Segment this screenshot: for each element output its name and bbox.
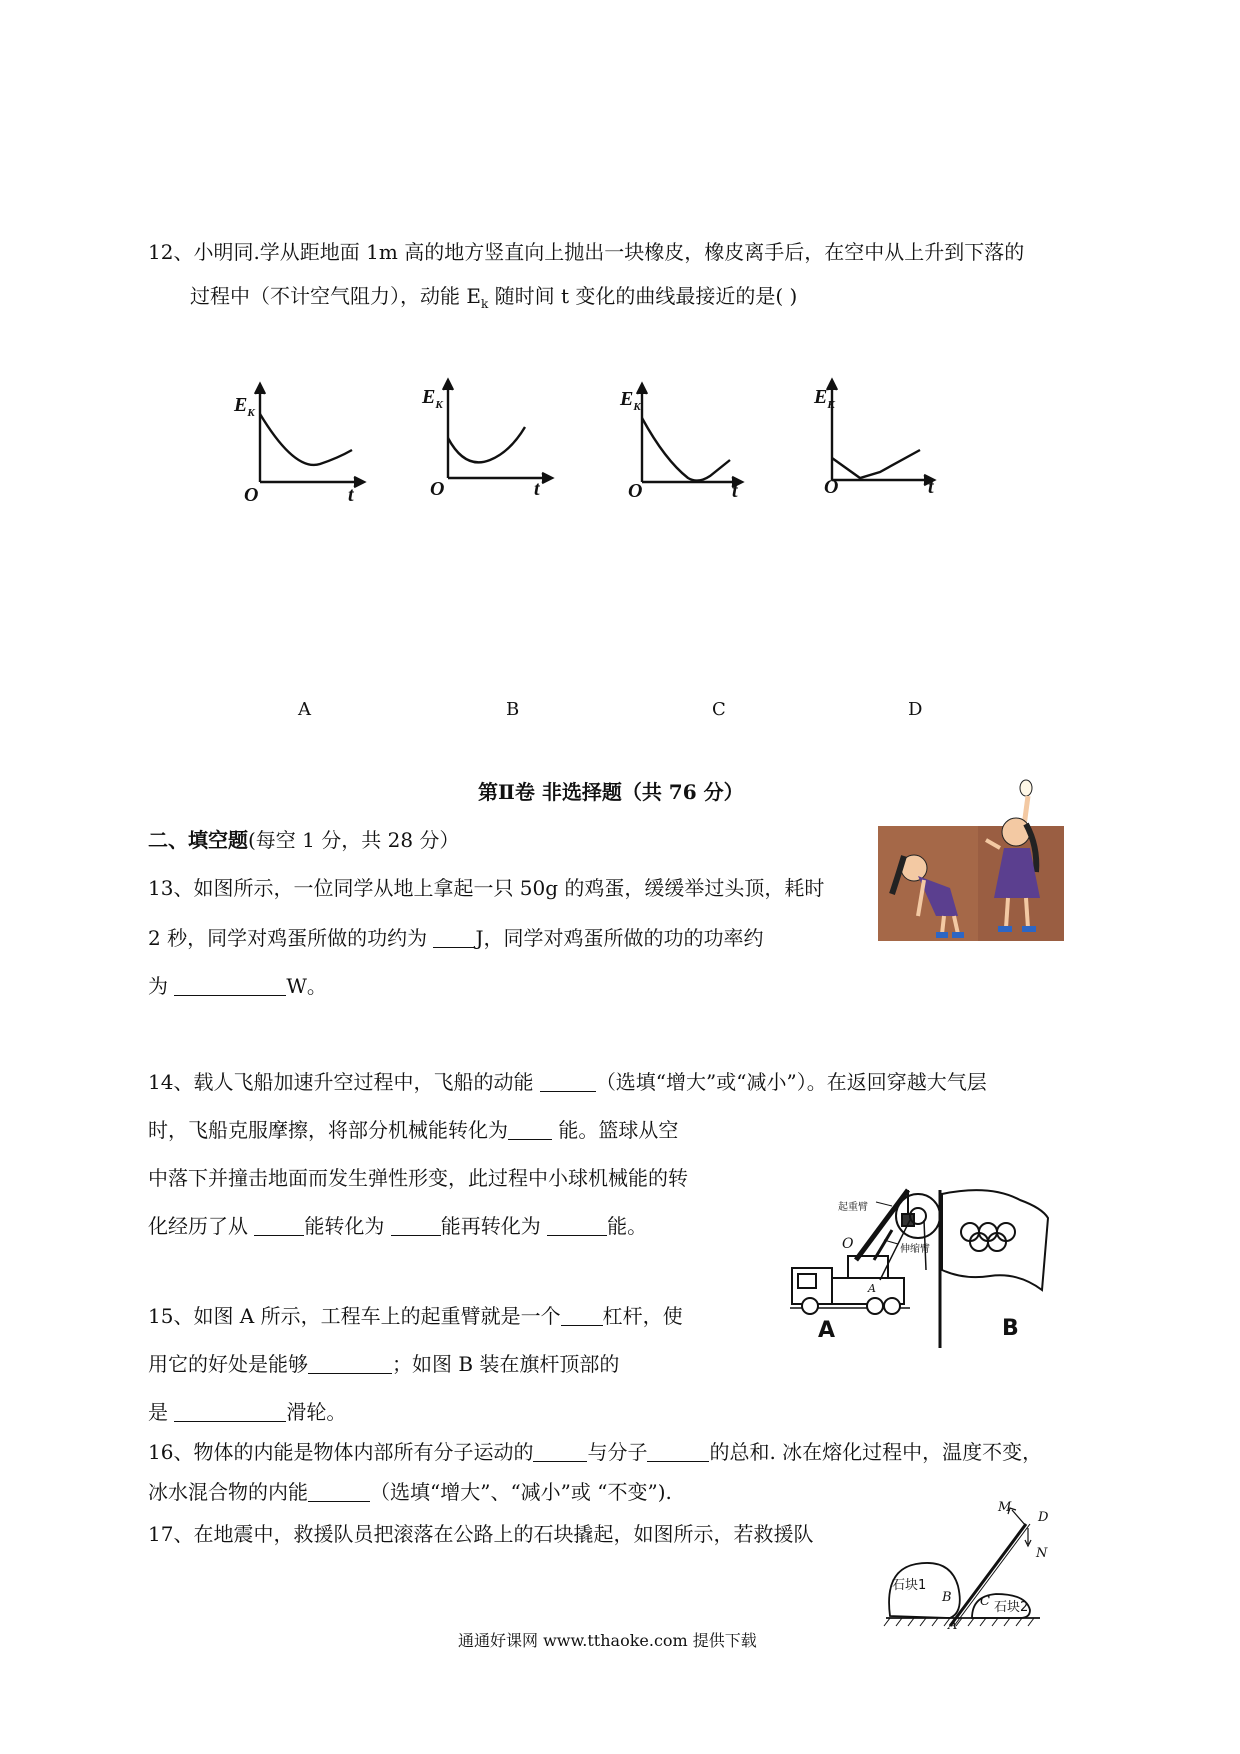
graph-b <box>443 380 552 483</box>
q17-line1: 17、在地震中，救援队员把滚落在公路上的石块撬起，如图所示，若救援队 <box>148 1522 814 1546</box>
graph-d-xlabel: t <box>928 476 934 498</box>
q16-line1: 16、物体的内能是物体内部所有分子运动的 与分子 的总和. 冰在熔化过程中，温度不变， <box>148 1440 1043 1464</box>
q15-blank-benefit[interactable] <box>308 1353 392 1374</box>
q14-line3: 中落下并撞击地面而发生弹性形变，此过程中小球机械能的转 <box>148 1166 688 1190</box>
graph-d-ylabel: $E_K$ <box>814 386 835 411</box>
part-note: (每空 1 分，共 28 分） <box>248 828 460 852</box>
q14-blank-energy[interactable] <box>508 1119 552 1140</box>
crane-boom-label: 起重臂 <box>838 1202 868 1213</box>
q13-line1: 13、如图所示，一位同学从地上拿起一只 50g 的鸡蛋，缓缓举过头顶，耗时 <box>148 876 825 900</box>
graph-c-origin: O <box>628 480 643 502</box>
q15-line1: 15、如图 A 所示，工程车上的起重臂就是一个 杠杆，使 <box>148 1304 683 1328</box>
q12-line2 <box>190 284 797 316</box>
q14-line2: 时，飞船克服摩擦，将部分机械能转化为 能。篮球从空 <box>148 1118 679 1142</box>
q14-line1: 14、载人飞船加速升空过程中，飞船的动能 （选填“增大”或“减小”）。在返回穿越大气层 <box>148 1070 987 1094</box>
option-a[interactable]: A <box>298 699 311 720</box>
part-title-bold: 二、填空题 <box>148 828 248 852</box>
q14-blank-to[interactable] <box>391 1215 441 1236</box>
graph-b-ylabel: $E_K$ <box>422 386 443 411</box>
section2-heading: 第Ⅱ卷 非选择题（共 76 分） <box>478 780 744 804</box>
graph-a-origin: O <box>244 484 259 506</box>
crane-pivot-label: O <box>842 1236 854 1252</box>
flag-hand-label: A <box>868 1282 876 1295</box>
q16-blank-kinetic[interactable] <box>533 1441 587 1462</box>
option-c[interactable]: C <box>712 699 726 720</box>
figure-b-label: B <box>1002 1316 1019 1341</box>
q15-blank-lever[interactable] <box>561 1305 603 1326</box>
q13-blank-power[interactable] <box>174 975 286 996</box>
q13-line2: 2 秒，同学对鸡蛋所做的功约为 J，同学对鸡蛋所做的功的功率约 <box>148 926 764 950</box>
point-c-label: C <box>980 1594 990 1609</box>
part-title <box>148 828 459 852</box>
graph-c-ylabel: $E_K$ <box>620 388 641 413</box>
graph-a-xlabel: t <box>348 484 354 506</box>
graph-c-xlabel: t <box>732 480 738 502</box>
stone-2-label: 石块2 <box>994 1600 1029 1615</box>
option-d[interactable]: D <box>908 699 923 720</box>
q13-girl-figure <box>878 776 1068 946</box>
q15-line3: 是 滑轮。 <box>148 1400 347 1424</box>
point-n-label: N <box>1036 1546 1048 1561</box>
q12-line1: 12、小明同.学从距地面 1m 高的地方竖直向上抛出一块橡皮，橡皮离手后，在空中从上升到下落的 <box>148 240 1025 264</box>
stone-1-label: 石块1 <box>892 1578 927 1593</box>
q13-line3: 为 W。 <box>148 974 327 998</box>
q12-line2-rest: 随时间 t 变化的曲线最接近的是( ) <box>488 284 798 308</box>
point-d-label: D <box>1038 1510 1049 1525</box>
q14-blank-from[interactable] <box>254 1215 304 1236</box>
q12-ek-subscript: k <box>480 297 489 311</box>
point-m-label: M <box>998 1500 1012 1515</box>
footer-source: 通通好课网 www.tthaoke.com 提供下载 <box>458 1631 757 1650</box>
graph-b-origin: O <box>430 478 445 500</box>
graph-a <box>255 384 364 487</box>
graph-d-origin: O <box>824 476 839 498</box>
q15-figures <box>780 1160 1160 1360</box>
q12-graphs <box>220 372 960 512</box>
q15-line2: 用它的好处是能够 ；如图 B 装在旗杆顶部的 <box>148 1352 620 1376</box>
point-a-label: A <box>948 1618 958 1633</box>
option-b[interactable]: B <box>506 699 520 720</box>
graph-d <box>827 380 934 485</box>
graph-a-ylabel: $E_K$ <box>234 394 255 419</box>
q16-line2: 冰水混合物的内能 （选填“增大”、“减小”或 “不变”). <box>148 1480 672 1504</box>
figure-a-label: A <box>818 1318 836 1343</box>
q13-blank-work[interactable] <box>433 927 475 948</box>
crane-arm-label: 伸缩臂 <box>900 1244 930 1255</box>
q14-line4: 化经历了从 能转化为 能再转化为 能。 <box>148 1214 648 1238</box>
q17-lever-figure <box>880 1500 1080 1635</box>
graph-b-xlabel: t <box>534 478 540 500</box>
q15-blank-pulley[interactable] <box>174 1401 286 1422</box>
q12-line2-text: 过程中（不计空气阻力），动能 E <box>190 284 481 308</box>
q16-blank-potential[interactable] <box>647 1441 709 1462</box>
point-b-label: B <box>942 1590 952 1605</box>
graph-c <box>637 384 742 487</box>
q14-blank-then[interactable] <box>547 1215 607 1236</box>
q16-blank-internal[interactable] <box>308 1481 370 1502</box>
q14-blank-kinetic[interactable] <box>540 1071 596 1092</box>
